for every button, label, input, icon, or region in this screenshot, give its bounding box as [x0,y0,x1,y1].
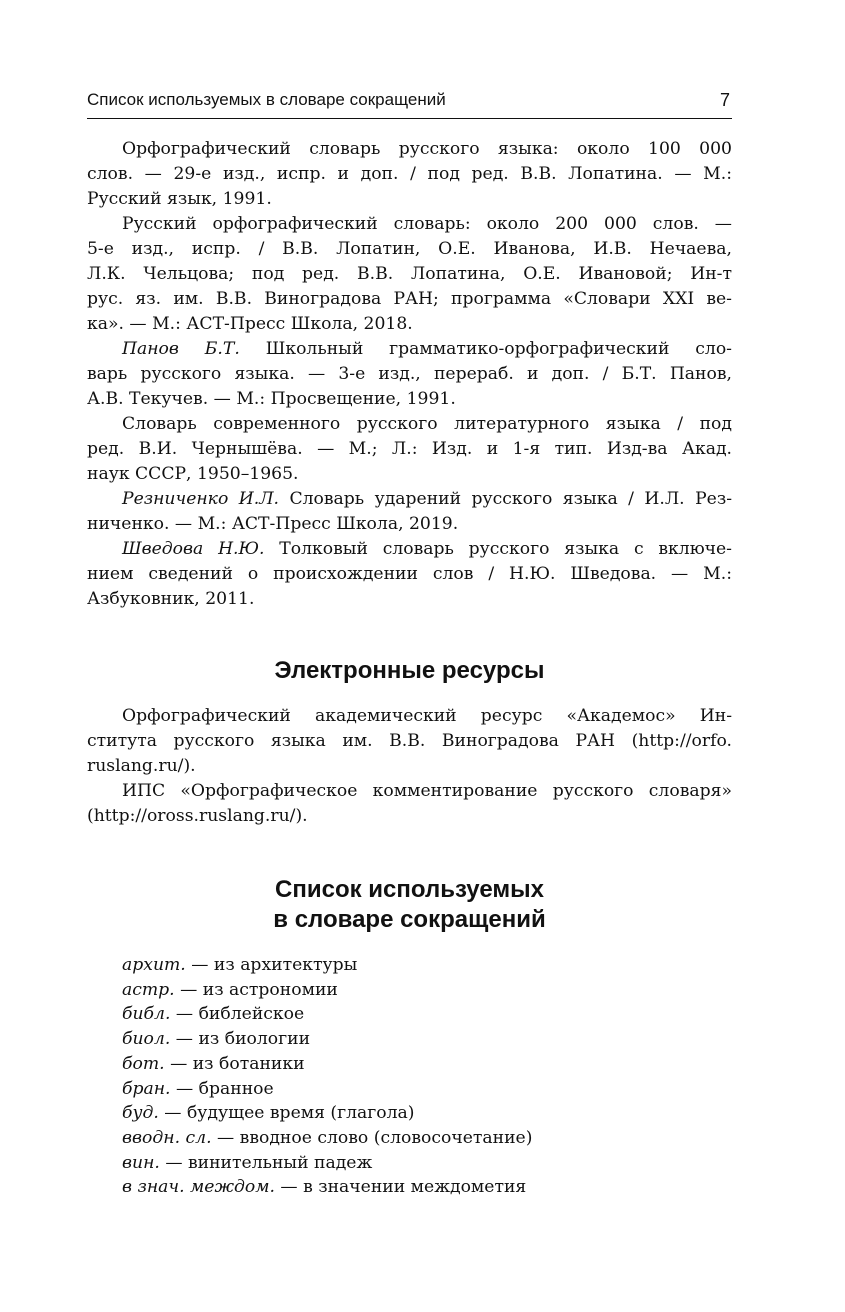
abbreviation: вводн. сл. [122,1127,212,1148]
abbreviations-list [87,953,732,1200]
text-line: ИПС «Орфографическое комментирование русского словаря» [122,781,732,801]
text-line: слов. — 29-е изд., испр. и доп. / под ред. В.В. Лопатина. — М.: [87,164,732,184]
abbreviation: вин. [122,1152,160,1173]
abbreviation-item [122,1052,732,1077]
text-line: Орфографический словарь русского языка: около 100 000 [122,139,732,159]
text-line: ститута русского языка им. В.В. Виноградова РАН (http://orfo. [87,731,732,751]
abbreviation-definition: — из астрономии [174,979,338,1000]
text-line: ruslang.ru/). [87,756,196,776]
entry-author: Шведова Н.Ю. [122,539,265,559]
abbreviation-item [122,1151,732,1176]
abbreviation: биол. [122,1029,171,1050]
abbreviation: архит. [122,955,186,975]
abbreviation: буд. [122,1103,159,1124]
text-line: нием сведений о происхождении слов / Н.Ю. Шведова. — М.: [87,564,732,584]
abbreviation-item [122,953,732,978]
abbreviation: в знач. междом. [122,1177,275,1198]
abbreviation-item [122,1077,732,1102]
abbreviation-definition: — из ботаники [164,1053,305,1074]
heading-line-2: в словаре сокращений [273,906,546,933]
text-line: ка». — М.: АСТ-Пресс Школа, 2018. [87,314,413,334]
text-line: рус. яз. им. В.В. Виноградова РАН; программа «Словари XXI ве- [87,289,732,309]
bibliography-entry [87,487,732,537]
page-body [87,137,732,1200]
text-line: наук СССР, 1950–1965. [87,464,299,484]
bibliography-entry [87,412,732,487]
abbreviation: бот. [122,1053,165,1074]
text-line [87,337,732,362]
abbreviation: астр. [122,979,175,1000]
text-line: Словарь современного русского литературного языка / под [122,414,732,434]
abbreviation-definition: — библейское [170,1004,305,1025]
text-line [87,487,732,512]
abbreviation-definition: — вводное слово (словосочетание) [211,1127,533,1148]
abbreviation-item [122,978,732,1003]
abbreviation-item [122,1101,732,1126]
abbreviation: бран. [122,1078,171,1099]
section-heading-electronic: Электронные ресурсы [274,657,545,684]
bibliography-list [87,137,732,612]
text-line: ниченко. — М.: АСТ-Пресс Школа, 2019. [87,514,459,534]
abbreviation-item [122,1175,732,1200]
text-line: Азбуковник, 2011. [87,589,255,609]
electronic-resources-list [87,704,732,829]
abbreviation-definition: — в значении междометия [274,1177,527,1198]
abbreviation: библ. [122,1004,171,1025]
entry-author: Резниченко И.Л. [122,489,280,509]
heading-line-1: Список используемых [275,876,544,903]
abbreviation-item [122,1002,732,1027]
text-line: Русский язык, 1991. [87,189,272,209]
page-number: 7 [719,90,730,110]
entry-text: Словарь ударений русского языка / И.Л. Рез- [279,489,732,509]
text-line: ред. В.И. Чернышёва. — М.; Л.: Изд. и 1-я тип. Изд-ва Акад. [87,439,732,459]
entry-text: Толковый словарь русского языка с включе- [264,539,732,559]
bibliography-entry [87,779,732,829]
entry-author: Панов Б.Т. [122,339,240,359]
abbreviation-definition: — винительный падеж [159,1152,373,1173]
bibliography-entry [87,537,732,612]
abbreviation-definition: — будущее время (глагола) [158,1103,415,1124]
bibliography-entry [87,137,732,212]
bibliography-entry [87,337,732,412]
abbreviation-item [122,1126,732,1151]
running-header-title: Список используемых в словаре сокращений [87,90,446,109]
abbreviation-definition: — из биологии [170,1029,311,1050]
running-header [87,88,732,119]
bibliography-entry [87,704,732,779]
text-line: Русский орфографический словарь: около 200 000 слов. — [122,214,732,234]
text-line: А.В. Текучев. — М.: Просвещение, 1991. [87,389,456,409]
abbreviation-item [122,1027,732,1052]
text-line [87,537,732,562]
abbreviation-definition: — бранное [170,1078,274,1099]
text-line: 5-е изд., испр. / В.В. Лопатин, О.Е. Иванова, И.В. Нечаева, [87,239,732,259]
entry-text: Школьный грамматико-орфографический сло- [239,339,732,359]
section-heading-abbreviations [87,875,732,935]
text-line: Л.К. Чельцова; под ред. В.В. Лопатина, О.Е. Ивановой; Ин-т [87,264,732,284]
bibliography-entry [87,212,732,337]
text-line: варь русского языка. — 3-е изд., перераб. и доп. / Б.Т. Панов, [87,364,732,384]
abbreviation-definition: — из архитектуры [185,955,358,975]
text-line: (http://oross.ruslang.ru/). [87,806,308,826]
text-line: Орфографический академический ресурс «Академос» Ин- [122,706,732,726]
